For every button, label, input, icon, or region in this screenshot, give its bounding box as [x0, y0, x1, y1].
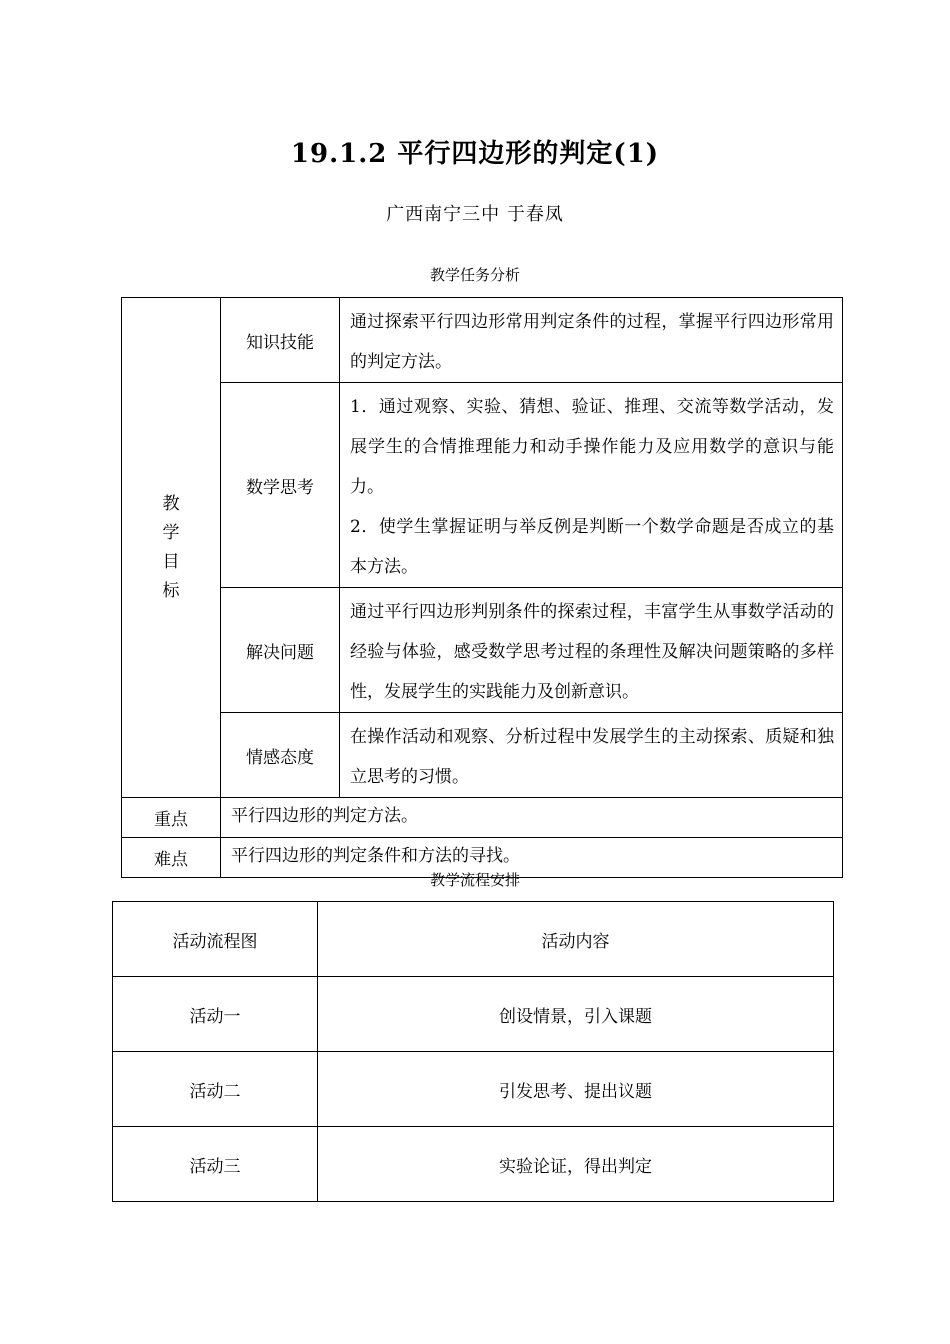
- goal-thinking-item-2: 2．使学生掌握证明与举反例是判断一个数学命题是否成立的基本方法。: [350, 517, 834, 577]
- table-row: [122, 588, 843, 713]
- activity-name: 活动三: [113, 1127, 318, 1202]
- difficulty-content: 平行四边形的判定条件和方法的寻找。: [221, 838, 843, 878]
- header-activity-flow: 活动流程图: [113, 902, 318, 977]
- table-row: [113, 1052, 834, 1127]
- goals-label-char: 学: [162, 522, 180, 543]
- document-title: 19.1.2 平行四边形的判定(1): [290, 139, 660, 169]
- table-row: [113, 977, 834, 1052]
- goal-content-knowledge: 通过探索平行四边形常用判定条件的过程，掌握平行四边形常用的判定方法。: [340, 298, 843, 383]
- key-point-label: 重点: [122, 798, 221, 838]
- header-activity-content: 活动内容: [318, 902, 834, 977]
- activity-content: 创设情景，引入课题: [318, 977, 834, 1052]
- table-row: [122, 713, 843, 798]
- table-row: [122, 798, 843, 838]
- table-header-row: [113, 902, 834, 977]
- goal-content-thinking: [340, 383, 843, 588]
- table-row: [113, 1127, 834, 1202]
- activity-name: 活动一: [113, 977, 318, 1052]
- goals-label-char: 标: [162, 580, 180, 601]
- task-analysis-table: [121, 297, 843, 878]
- key-point-content: 平行四边形的判定方法。: [221, 798, 843, 838]
- goal-label-knowledge: 知识技能: [221, 298, 340, 383]
- goal-content-problem-solving: 通过平行四边形判别条件的探索过程，丰富学生从事数学活动的经验与体验，感受数学思考过程的条理性及解决问题策略的多样性，发展学生的实践能力及创新意识。: [340, 588, 843, 713]
- goal-content-attitude: 在操作活动和观察、分析过程中发展学生的主动探索、质疑和独立思考的习惯。: [340, 713, 843, 798]
- goals-label-char: 目: [162, 551, 180, 572]
- goal-thinking-item-1: 1．通过观察、实验、猜想、验证、推理、交流等数学活动，发展学生的合情推理能力和动手操作能力及应用数学的意识与能力。: [350, 397, 834, 497]
- goals-label-char: 教: [162, 493, 180, 514]
- table-row: [122, 298, 843, 383]
- activity-content: 引发思考、提出议题: [318, 1052, 834, 1127]
- goal-label-thinking: 数学思考: [221, 383, 340, 588]
- goals-group-label: [122, 298, 221, 798]
- activity-name: 活动二: [113, 1052, 318, 1127]
- goal-label-attitude: 情感态度: [221, 713, 340, 798]
- task-analysis-caption: 教学任务分析: [429, 266, 520, 284]
- activity-content: 实验论证，得出判定: [318, 1127, 834, 1202]
- goal-label-problem-solving: 解决问题: [221, 588, 340, 713]
- author-line: 广西南宁三中 于春凤: [386, 204, 564, 225]
- difficulty-label: 难点: [122, 838, 221, 878]
- table-row: [122, 383, 843, 588]
- flow-table: [112, 901, 834, 1202]
- flow-caption: 教学流程安排: [429, 871, 520, 889]
